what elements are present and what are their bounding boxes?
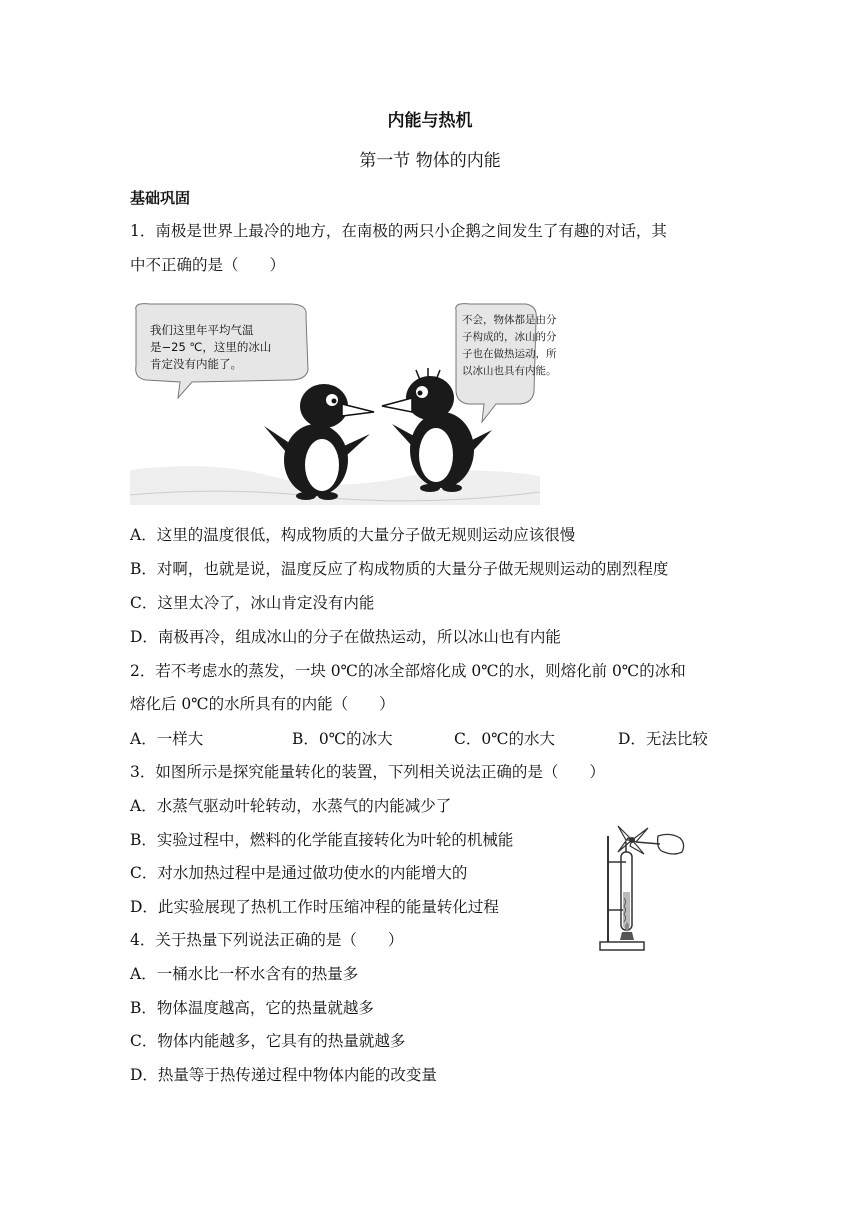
question-2-options-row: [130, 728, 730, 750]
right-bubble-line3: 子也在做热运动，所: [462, 348, 557, 360]
question-4-option-b: B．物体温度越高，它的热量就越多: [130, 999, 374, 1017]
question-3-option-c: C．对水加热过程中是通过做功使水的内能增大的: [130, 864, 468, 882]
question-2-option-a: A．一样大: [130, 730, 204, 748]
question-3-option-b: B．实验过程中，燃料的化学能直接转化为叶轮的机械能: [130, 831, 514, 849]
question-3-option-d: D．此实验展现了热机工作时压缩冲程的能量转化过程: [130, 898, 499, 916]
question-4-option-d: D．热量等于热传递过程中物体内能的改变量: [130, 1066, 437, 1084]
question-2-stem-line1: 2．若不考虑水的蒸发，一块 0℃的冰全部熔化成 0℃的水，则熔化前 0℃的冰和: [130, 662, 686, 680]
question-2-option-b: B．0℃的冰大: [292, 730, 393, 748]
question-3-stem: 3．如图所示是探究能量转化的装置，下列相关说法正确的是（ ）: [130, 763, 605, 781]
left-bubble-line1: 我们这里年平均气温: [150, 323, 254, 337]
section-label: 基础巩固: [130, 189, 191, 207]
question-1-option-b: B．对啊，也就是说，温度反应了构成物质的大量分子做无规则运动的剧烈程度: [130, 560, 669, 578]
question-2-option-d: D．无法比较: [618, 730, 708, 748]
steam-turbine-apparatus-figure: [596, 822, 688, 954]
document-title: 内能与热机: [387, 111, 473, 131]
question-1-stem-line2: 中不正确的是（ ）: [130, 256, 286, 274]
question-1-option-c: C．这里太冷了，冰山肯定没有内能: [130, 594, 375, 612]
left-bubble-line2: 是−25 ℃，这里的冰山: [150, 340, 272, 354]
question-4-option-c: C．物体内能越多，它具有的热量就越多: [130, 1032, 406, 1050]
question-4-option-a: A．一桶水比一杯水含有的热量多: [130, 965, 359, 983]
apparatus-drawing: [596, 822, 688, 954]
question-3-option-a: A．水蒸气驱动叶轮转动，水蒸气的内能减少了: [130, 797, 452, 815]
left-bubble-line3: 肯定没有内能了。: [150, 357, 242, 371]
question-1-option-d: D．南极再冷，组成冰山的分子在做热运动，所以冰山也有内能: [130, 628, 561, 646]
right-bubble-line4: 以冰山也具有内能。: [462, 365, 557, 377]
question-4-stem: 4．关于热量下列说法正确的是（ ）: [130, 931, 404, 949]
question-1-stem-line1: 1．南极是世界上最冷的地方，在南极的两只小企鹅之间发生了有趣的对话，其: [130, 222, 667, 240]
right-bubble-line1: 不会，物体都是由分: [462, 314, 557, 326]
penguin-dialogue-illustration: [130, 300, 557, 505]
right-bubble-line2: 子构成的，冰山的分: [462, 331, 557, 343]
question-2-option-c: C．0℃的水大: [454, 730, 556, 748]
question-1-option-a: A．这里的温度很低，构成物质的大量分子做无规则运动应该很慢: [130, 526, 576, 544]
section-subtitle: 第一节 物体的内能: [359, 151, 501, 171]
question-2-stem-line2: 熔化后 0℃的水所具有的内能（ ）: [130, 695, 395, 713]
